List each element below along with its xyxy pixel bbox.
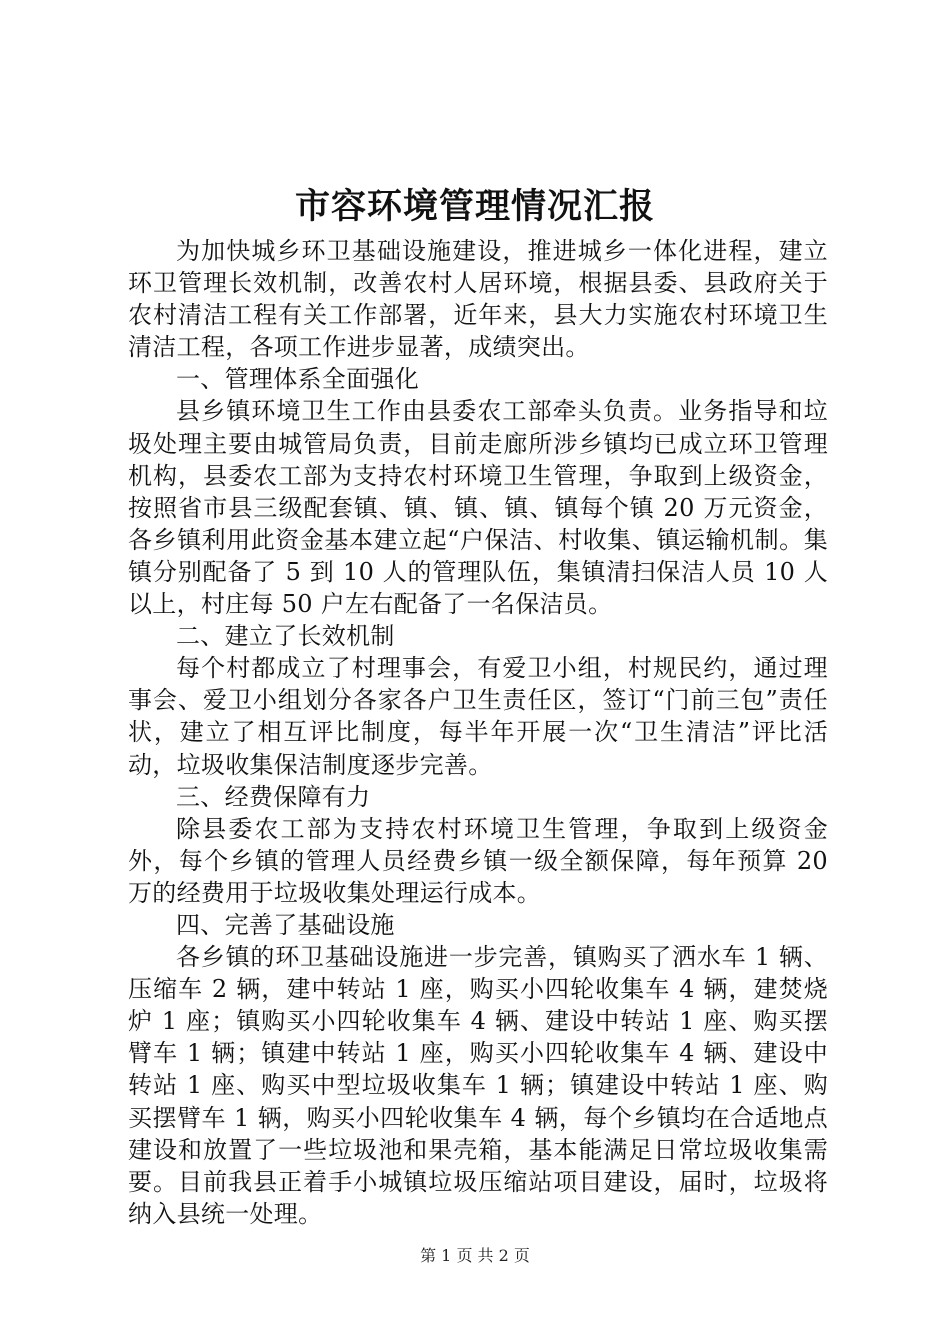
section-body-4: 各乡镇的环卫基础设施进一步完善，镇购买了洒水车 1 辆、压缩车 2 辆，建中转站 1 座，购买小四轮收集车 4 辆，建焚烧炉 1 座；镇购买小四轮收集车 4 辆、建设中转站 1 座、购买摆臂车 1 辆；镇建中转站 1 座，购买小四轮收集车 4 辆、建设中转站 1 座、购买中型垃圾收集车 1 辆；镇建设中转站 1 座、购买摆臂车 1 辆，购买小四轮收集车 4 辆，每个乡镇均在合适地点建设和放置了一些垃圾池和果壳箱，基本能满足日常垃圾收集需要。目前我县正着手小城镇垃圾压缩站项目建设，届时，垃圾将纳入县统一处理。 xyxy=(128,943,828,1228)
section-body-3: 除县委农工部为支持农村环境卫生管理，争取到上级资金外，每个乡镇的管理人员经费乡镇一级全额保障，每年预算 20 万的经费用于垃圾收集处理运行成本。 xyxy=(128,814,828,907)
intro-paragraph: 为加快城乡环卫基础设施建设，推进城乡一体化进程，建立环卫管理长效机制，改善农村人居环境，根据县委、县政府关于农村清洁工程有关工作部署，近年来，县大力实施农村环境卫生清洁工程，各项工作进步显著，成绩突出。 xyxy=(128,237,828,362)
section-heading-4: 四、完善了基础设施 xyxy=(176,910,395,939)
section-body-2: 每个村都成立了村理事会，有爱卫小组，村规民约，通过理事会、爱卫小组划分各家各户卫生责任区，签订“门前三包”责任状，建立了相互评比制度，每半年开展一次“卫生清洁”评比活动，垃圾收集保洁制度逐步完善。 xyxy=(128,654,828,779)
page-footer: 第 1 页 共 2 页 xyxy=(420,1246,530,1265)
section-heading-3: 三、经费保障有力 xyxy=(176,782,371,811)
section-heading-1: 一、管理体系全面强化 xyxy=(176,365,419,394)
section-heading-2: 二、建立了长效机制 xyxy=(176,622,395,651)
document-body xyxy=(128,235,828,1230)
section-body-1: 县乡镇环境卫生工作由县委农工部牵头负责。业务指导和垃圾处理主要由城管局负责，目前走廊所涉乡镇均已成立环卫管理机构，县委农工部为支持农村环境卫生管理，争取到上级资金，按照省市县三级配套镇、镇、镇、镇、镇每个镇 20 万元资金，各乡镇利用此资金基本建立起“户保洁、村收集、镇运输机制。集镇分别配备了 5 到 10 人的管理队伍，集镇清扫保洁人员 10 人以上，村庄每 50 户左右配备了一名保洁员。 xyxy=(128,397,828,619)
document-title: 市容环境管理情况汇报 xyxy=(294,186,655,227)
